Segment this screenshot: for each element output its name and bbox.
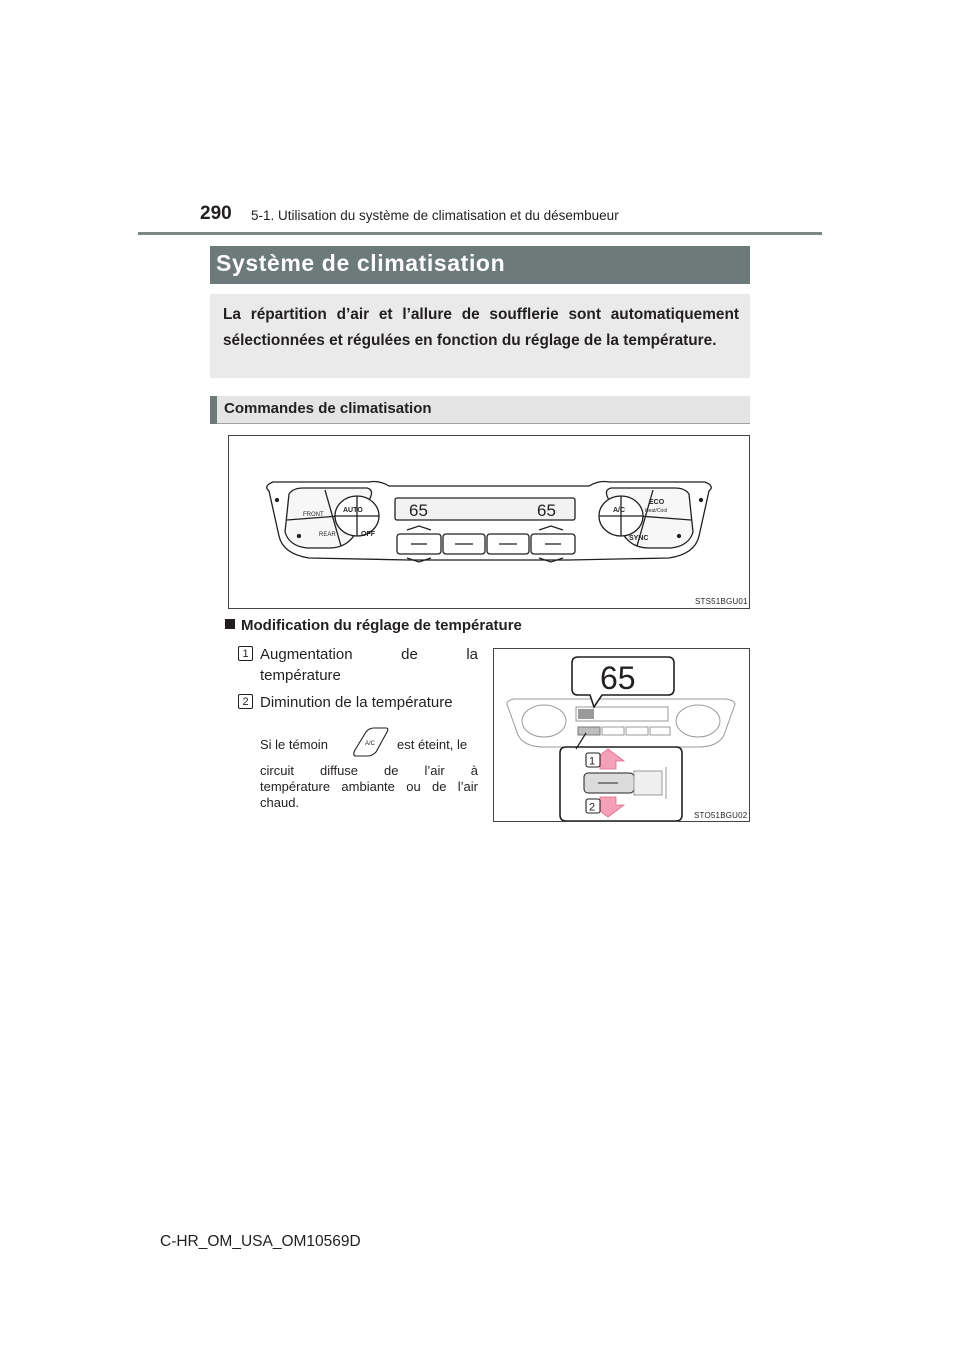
- footer-doc-id: C-HR_OM_USA_OM10569D: [160, 1233, 361, 1250]
- ac-indicator-label: A/C: [365, 741, 376, 747]
- page-number: 290: [200, 203, 232, 224]
- off-button-label: OFF: [361, 531, 375, 538]
- figure2-callout-1: 1: [589, 755, 596, 768]
- temperature-heading: [225, 617, 522, 634]
- figure-climate-panel: [228, 435, 750, 609]
- heat-cool-label: Heat/Cool: [645, 508, 668, 514]
- square-bullet-icon: [225, 619, 235, 629]
- auto-button-label: AUTO: [343, 507, 363, 514]
- item-decrease: Diminution de la température: [260, 694, 453, 711]
- rear-defog-label: REAR: [319, 532, 336, 538]
- item-increase-line2: température: [260, 667, 341, 684]
- item-increase-line1: Augmentation de la: [260, 646, 478, 663]
- subsection-marker: [210, 396, 217, 424]
- figure-temperature-buttons: [493, 648, 750, 822]
- sync-button-label: SYNC: [629, 535, 649, 542]
- display-left-temp: 65: [409, 501, 428, 520]
- eco-button-label: ECO: [649, 499, 665, 506]
- figure2-code: STO51BGU02: [694, 811, 748, 820]
- header-rule: [138, 232, 822, 235]
- note-part1: Si le témoin: [260, 737, 328, 752]
- section-title: Système de climatisation: [216, 250, 506, 276]
- callout-number-1: 1: [238, 646, 253, 661]
- chapter-title: 5-1. Utilisation du système de climatisation et du désembueur: [251, 208, 619, 223]
- note-line4: chaud.: [260, 795, 300, 810]
- figure1-code: STS51BGU01: [695, 597, 748, 606]
- temperature-heading-text: Modification du réglage de température: [241, 617, 522, 634]
- callout-number-2: 2: [238, 694, 253, 709]
- note-part2: est éteint, le: [397, 737, 468, 752]
- figure2-callout-2: 2: [589, 801, 596, 814]
- intro-text: La répartition d’air et l’allure de soufflerie sont automatiquement sélectionnées et régulées en fonction du réglage de la température.: [223, 306, 739, 349]
- ac-indicator-icon: [350, 726, 390, 760]
- display-right-temp: 65: [537, 501, 556, 520]
- front-defog-label: FRONT: [303, 512, 324, 518]
- climate-panel-illustration: [229, 436, 749, 608]
- figure2-display-value: 65: [600, 660, 636, 696]
- note-line2: circuit diffuse de l’air à: [260, 763, 478, 778]
- subsection-title: Commandes de climatisation: [224, 400, 432, 417]
- note-line3: température ambiante ou de l’air: [260, 779, 478, 794]
- temperature-buttons-illustration: [494, 649, 749, 821]
- ac-button-label: A/C: [613, 507, 626, 514]
